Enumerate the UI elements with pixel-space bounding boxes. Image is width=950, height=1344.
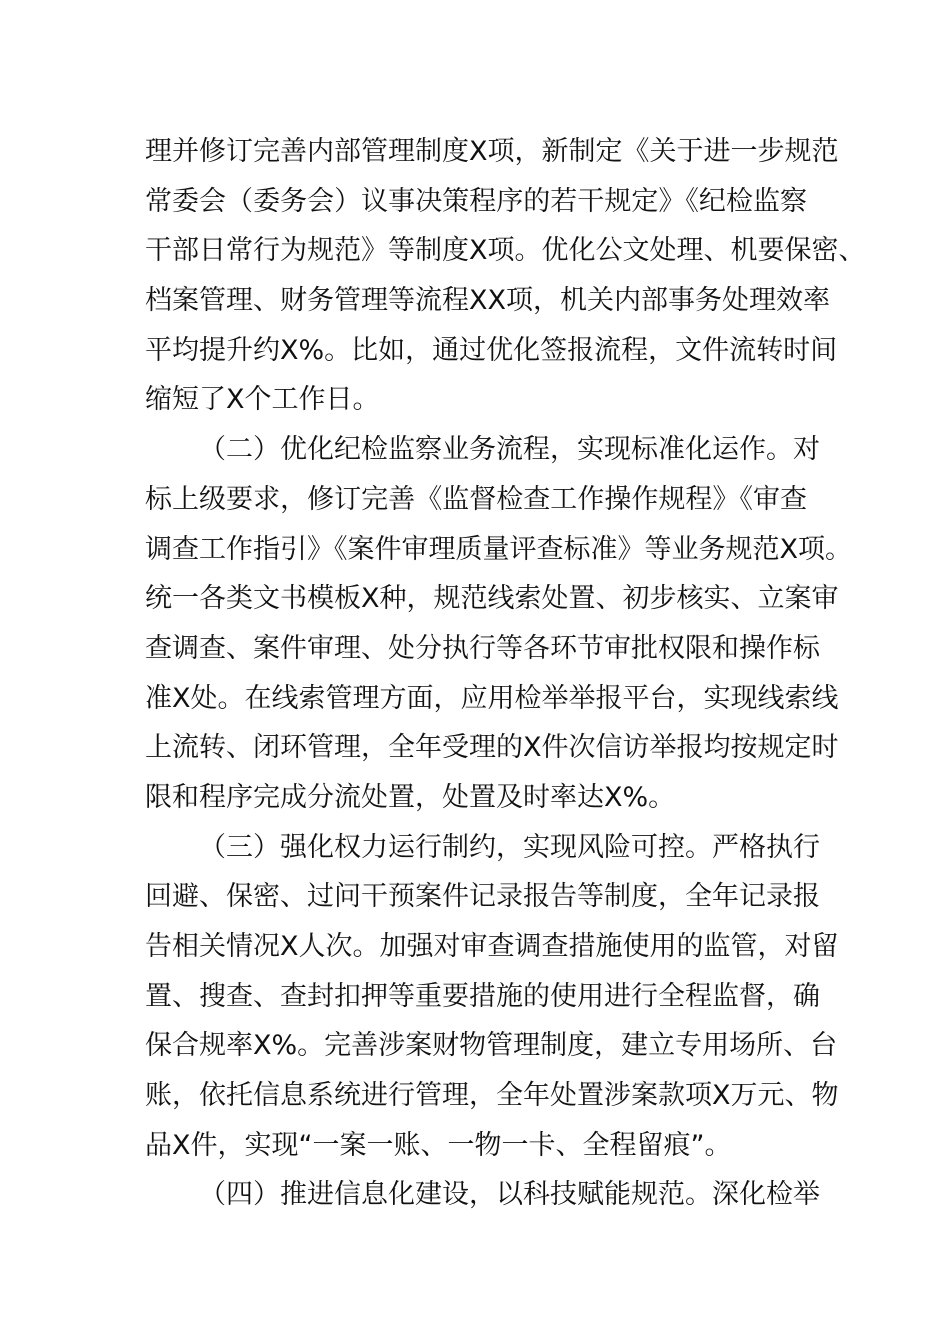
text-line: 置、搜查、查封扣押等重要措施的使用进行全程监督，确 bbox=[145, 980, 820, 1012]
paragraph bbox=[145, 829, 839, 1177]
text-line: 保合规率X%。完善涉案财物管理制度，建立专用场所、台 bbox=[145, 1030, 838, 1062]
text-line: 品X件，实现“一案一账、一物一卡、全程留痕”。 bbox=[145, 1129, 732, 1161]
text-line: 准X处。在线索管理方面，应用检举举报平台，实现线索线 bbox=[145, 682, 839, 714]
paragraph bbox=[145, 133, 866, 431]
paragraph bbox=[145, 1176, 820, 1226]
text-line: 平均提升约X%。比如，通过优化签报流程，文件流转时间 bbox=[145, 334, 838, 366]
text-line: （二）优化纪检监察业务流程，实现标准化运作。对 bbox=[199, 434, 820, 466]
paragraph bbox=[145, 431, 852, 829]
text-line: （三）强化权力运行制约，实现风险可控。严格执行 bbox=[199, 831, 820, 863]
text-line: 标上级要求，修订完善《监督检查工作操作规程》《审查 bbox=[145, 483, 807, 515]
text-line: 调查工作指引》《案件审理质量评查标准》等业务规范X项。 bbox=[145, 533, 852, 565]
text-line: 回避、保密、过问干预案件记录报告等制度，全年记录报 bbox=[145, 881, 820, 913]
text-line: 统一各类文书模板X种，规范线索处置、初步核实、立案审 bbox=[145, 583, 839, 615]
text-line: 查调查、案件审理、处分执行等各环节审批权限和操作标 bbox=[145, 632, 820, 664]
text-line: 干部日常行为规范》等制度X项。优化公文处理、机要保密、 bbox=[145, 235, 866, 267]
text-line: 理并修订完善内部管理制度X项，新制定《关于进一步规范 bbox=[145, 136, 839, 167]
document-body bbox=[145, 133, 866, 1226]
text-line: 上流转、闭环管理，全年受理的X件次信访举报均按规定时 bbox=[145, 732, 839, 764]
text-line: （四）推进信息化建设，以科技赋能规范。深化检举 bbox=[199, 1179, 820, 1211]
text-line: 常委会（委务会）议事决策程序的若干规定》《纪检监察 bbox=[145, 185, 807, 217]
text-line: 告相关情况X人次。加强对审查调查措施使用的监管，对留 bbox=[145, 931, 839, 962]
text-line: 账，依托信息系统进行管理，全年处置涉案款项X万元、物 bbox=[145, 1080, 839, 1112]
text-line: 缩短了X个工作日。 bbox=[145, 384, 380, 416]
text-line: 档案管理、财务管理等流程XX项，机关内部事务处理效率 bbox=[145, 285, 830, 317]
text-line: 限和程序完成分流处置，处置及时率达X%。 bbox=[145, 781, 676, 813]
